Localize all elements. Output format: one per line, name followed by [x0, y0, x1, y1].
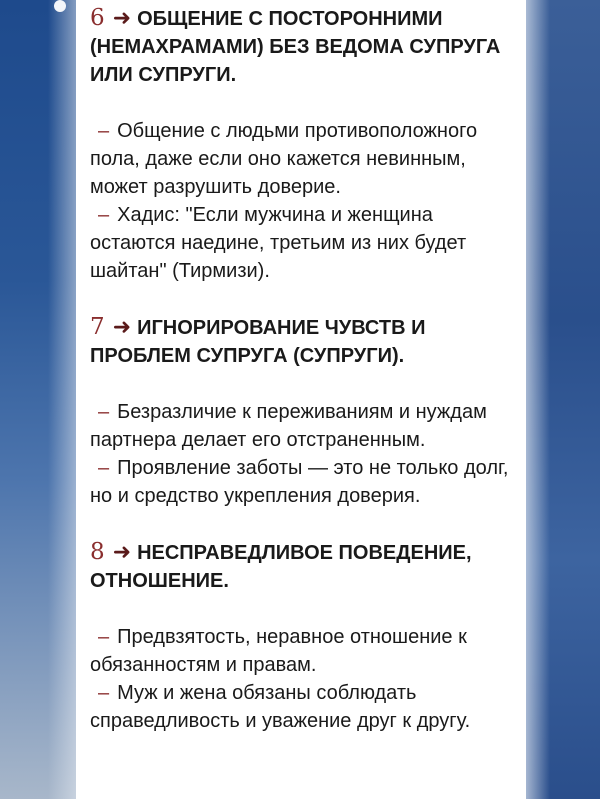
- section-number: 6: [90, 5, 105, 31]
- dash-icon: –: [98, 682, 110, 704]
- dash-icon: –: [98, 457, 110, 479]
- section-point: [90, 117, 518, 201]
- point-text: Безразличие к переживаниям и нуждам партнера делает его отстраненным.: [90, 401, 487, 451]
- point-text: Муж и жена обязаны соблюдать справедливость и уважение друг к другу.: [90, 682, 471, 732]
- section-point: [90, 201, 518, 285]
- section-title: НЕСПРАВЕДЛИВОЕ ПОВЕДЕНИЕ, ОТНОШЕНИЕ.: [90, 542, 472, 592]
- section-title: ИГНОРИРОВАНИЕ ЧУВСТВ И ПРОБЛЕМ СУПРУГА (СУПРУГИ).: [90, 317, 426, 367]
- section-number: 7: [90, 314, 105, 340]
- right-background: [524, 0, 600, 799]
- indicator-dot: [54, 0, 66, 12]
- point-text: Общение с людьми противоположного пола, даже если оно кажется невинным, может разрушить доверие.: [90, 120, 478, 198]
- section-point: [90, 679, 518, 735]
- dash-icon: –: [98, 204, 110, 226]
- section-7: [90, 313, 518, 510]
- dash-icon: –: [98, 401, 110, 423]
- arrow-right-icon: ➜: [112, 539, 132, 564]
- section-title: ОБЩЕНИЕ С ПОСТОРОННИМИ (НЕМАХРАМАМИ) БЕЗ ВЕДОМА СУПРУГА ИЛИ СУПРУГИ.: [90, 8, 501, 86]
- section-heading: [90, 313, 518, 370]
- left-background: [0, 0, 78, 799]
- section-point: [90, 454, 518, 510]
- dash-icon: –: [98, 120, 110, 142]
- dash-icon: –: [98, 626, 110, 648]
- section-6: [90, 4, 518, 285]
- arrow-right-icon: ➜: [112, 5, 132, 30]
- section-heading: [90, 4, 518, 89]
- section-point: [90, 398, 518, 454]
- point-text: Предвзятость, неравное отношение к обязанностям и правам.: [90, 626, 467, 676]
- arrow-right-icon: ➜: [112, 314, 132, 339]
- section-number: 8: [90, 539, 105, 565]
- point-text: Проявление заботы — это не только долг, но и средство укрепления доверия.: [90, 457, 509, 507]
- section-heading: [90, 538, 518, 595]
- point-text: Хадис: "Если мужчина и женщина остаются наедине, третьим из них будет шайтан" (Тирмизи).: [90, 204, 467, 282]
- section-8: [90, 538, 518, 735]
- article-content: [90, 4, 518, 735]
- section-point: [90, 623, 518, 679]
